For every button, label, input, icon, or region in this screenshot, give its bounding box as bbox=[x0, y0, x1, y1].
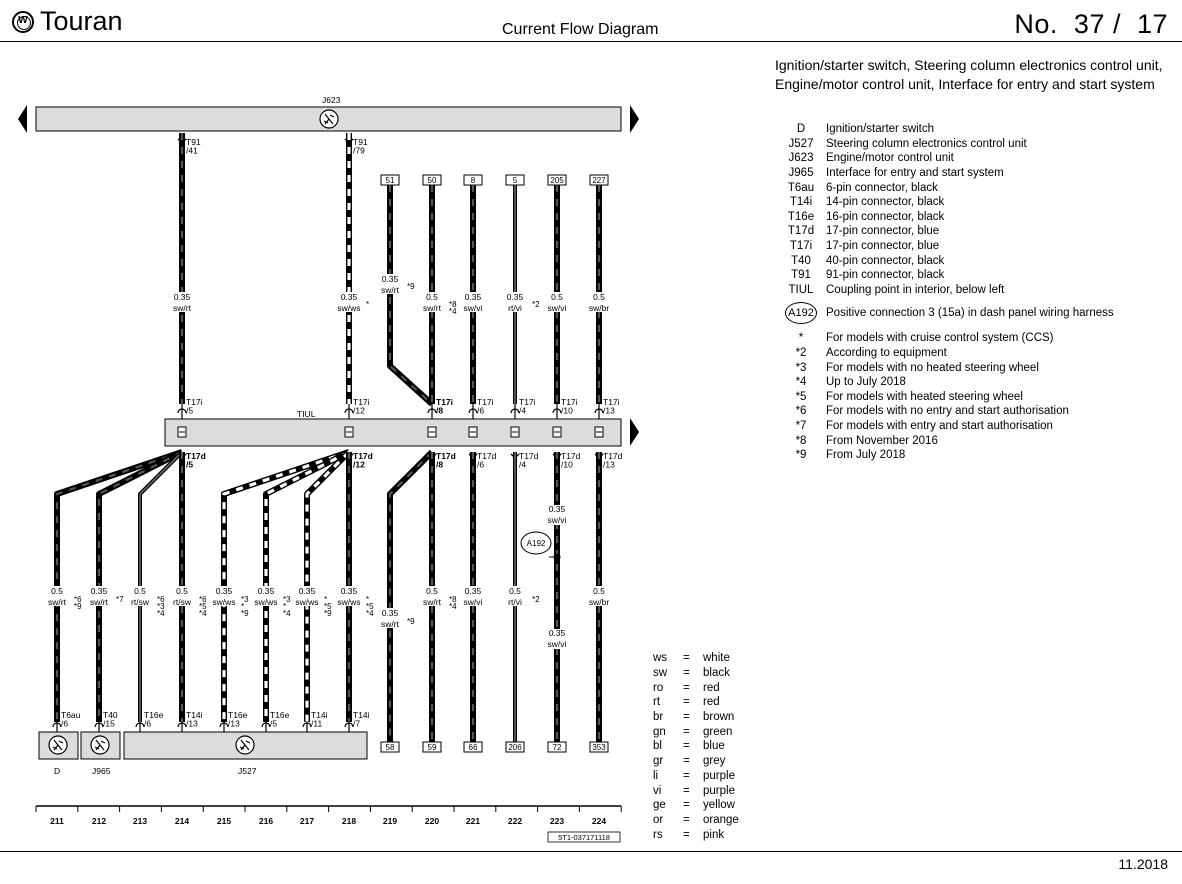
color-name: yellow bbox=[703, 799, 735, 812]
color-abbr: gr bbox=[653, 755, 664, 768]
pin-label: T17d /5 bbox=[186, 451, 206, 470]
continuation-left-icon bbox=[18, 105, 27, 133]
legend-note-code: *5 bbox=[795, 390, 807, 403]
legend-component-row bbox=[783, 224, 1178, 239]
wire-size: 0.5 bbox=[176, 586, 188, 596]
legend-component-code: T6au bbox=[787, 181, 815, 194]
legend-component-code: J527 bbox=[788, 137, 814, 150]
j623-ecu-icon bbox=[320, 110, 338, 128]
wire-note: * bbox=[366, 300, 370, 309]
wire-color: sw/rt bbox=[173, 303, 191, 313]
legend-component-row bbox=[783, 239, 1178, 254]
terminal-number: 353 bbox=[592, 743, 606, 752]
wire-size: 0.35 bbox=[506, 292, 524, 302]
terminal-number: 205 bbox=[550, 176, 564, 185]
wire-size: 0.5 bbox=[509, 586, 521, 596]
column-number: 224 bbox=[591, 816, 607, 826]
legend-ring-desc: Positive connection 3 (15a) in dash panel wiring harness bbox=[826, 307, 1114, 320]
terminal-number: 72 bbox=[552, 743, 562, 752]
color-abbr: ro bbox=[653, 681, 664, 694]
wire-note: *3 * *4 bbox=[283, 595, 291, 618]
wire-size: 0.35 bbox=[90, 586, 108, 596]
pin-label: T17i /10 bbox=[561, 397, 578, 416]
column-number: 217 bbox=[299, 816, 315, 826]
page-header bbox=[0, 0, 1182, 44]
color-legend-row bbox=[653, 680, 739, 695]
legend-component-desc: Ignition/starter switch bbox=[826, 123, 935, 136]
legend-component-code: T17d bbox=[787, 225, 815, 238]
column-number: 212 bbox=[91, 816, 107, 826]
equals-sign: = bbox=[683, 755, 690, 768]
wire-color: sw/vi bbox=[547, 515, 567, 525]
legend-note-row bbox=[783, 448, 1178, 463]
equals-sign: = bbox=[683, 813, 690, 826]
legend-note-row bbox=[783, 331, 1178, 346]
legend-component-desc: 40-pin connector, black bbox=[826, 254, 945, 267]
color-name: white bbox=[703, 652, 730, 665]
color-name: purple bbox=[703, 784, 735, 797]
legend-component-row bbox=[783, 268, 1178, 283]
legend-note-desc: From July 2018 bbox=[826, 449, 906, 462]
legend-note-code: *6 bbox=[795, 405, 807, 418]
wire-color: sw/ws bbox=[337, 597, 361, 607]
color-abbr: rt bbox=[653, 696, 661, 709]
terminal-number: 5 bbox=[512, 176, 518, 185]
pin-label: T16e /6 bbox=[144, 710, 164, 729]
wire-color: rt/vi bbox=[508, 597, 522, 607]
legend-component-row bbox=[783, 210, 1178, 225]
wiring-diagram bbox=[0, 44, 760, 844]
wire-color: sw/ws bbox=[212, 597, 236, 607]
color-legend-row bbox=[653, 666, 739, 681]
wire-note: *2 bbox=[532, 300, 540, 309]
legend-component-row bbox=[783, 253, 1178, 268]
legend-component-desc: 91-pin connector, black bbox=[826, 269, 945, 282]
color-abbr: bl bbox=[653, 740, 662, 753]
wire-215 bbox=[224, 452, 349, 722]
pin-label: T16e /13 bbox=[228, 710, 248, 729]
legend-component-code: D bbox=[796, 123, 806, 136]
legend-component-desc: Engine/motor control unit bbox=[826, 152, 954, 165]
legend-note-code: *9 bbox=[795, 449, 807, 462]
legend-note-desc: Up to July 2018 bbox=[826, 376, 906, 389]
wire-color: sw/br bbox=[588, 303, 610, 313]
terminal-number: 66 bbox=[468, 743, 478, 752]
column-number: 215 bbox=[216, 816, 232, 826]
wire-note: *9 bbox=[407, 282, 415, 291]
header-divider bbox=[0, 41, 1182, 42]
legend-note-row bbox=[783, 390, 1178, 405]
terminal-number: 51 bbox=[385, 176, 395, 185]
legend-component-code: TIUL bbox=[788, 283, 814, 296]
legend-note-code: *8 bbox=[795, 434, 807, 447]
color-name: grey bbox=[703, 755, 726, 768]
wire-note: *8 *4 bbox=[449, 300, 457, 316]
wire-note: * *5 *4 bbox=[366, 595, 374, 618]
wire-size: 0.5 bbox=[593, 586, 605, 596]
wire-color: sw/vi bbox=[547, 639, 567, 649]
equals-sign: = bbox=[683, 711, 690, 724]
j623-label: J623 bbox=[322, 95, 341, 105]
wire-size: 0.5 bbox=[426, 586, 438, 596]
doc-code: 5T1-037171118 bbox=[558, 833, 610, 842]
color-name: blue bbox=[703, 740, 725, 753]
color-name: brown bbox=[703, 711, 735, 724]
terminal-number: 206 bbox=[508, 743, 522, 752]
pin-label: T91 /79 bbox=[353, 137, 368, 156]
color-abbr: li bbox=[653, 769, 659, 782]
legend-component-desc: 6-pin connector, black bbox=[826, 181, 938, 194]
legend-component-code: T17i bbox=[789, 240, 813, 253]
color-abbr: gn bbox=[653, 725, 666, 738]
pin-label: T17i /6 bbox=[477, 397, 494, 416]
splice-node bbox=[554, 554, 561, 561]
terminal-number: 50 bbox=[427, 176, 437, 185]
wire-size: 0.35 bbox=[257, 586, 275, 596]
wire-color: sw/br bbox=[588, 597, 610, 607]
legend-note-code: * bbox=[798, 332, 804, 345]
wire-size: 0.5 bbox=[551, 292, 563, 302]
color-name: red bbox=[703, 696, 720, 709]
legend-component-desc: Steering column electronics control unit bbox=[826, 137, 1027, 150]
a192-ring-icon: A192 bbox=[785, 302, 817, 324]
legend-component-row bbox=[783, 166, 1178, 181]
wire-body bbox=[224, 452, 349, 722]
column-number: 213 bbox=[132, 816, 148, 826]
pin-label: T17d /10 bbox=[561, 451, 581, 470]
color-name: purple bbox=[703, 769, 735, 782]
color-legend-row bbox=[653, 769, 739, 784]
wire-color: sw/rt bbox=[381, 285, 399, 295]
color-abbr: ws bbox=[653, 652, 668, 665]
legend-note-desc: From November 2016 bbox=[826, 434, 938, 447]
color-abbr: ge bbox=[653, 799, 666, 812]
legend-note-desc: According to equipment bbox=[826, 347, 947, 360]
legend-component-desc: 17-pin connector, blue bbox=[826, 225, 940, 238]
wire-color: rt/sw bbox=[131, 597, 149, 607]
column-number: 221 bbox=[465, 816, 481, 826]
brand-title: Touran bbox=[40, 6, 123, 36]
legend-note-code: *7 bbox=[795, 419, 807, 432]
color-abbr: rs bbox=[653, 828, 663, 841]
equals-sign: = bbox=[683, 652, 690, 665]
pin-label: T91 /41 bbox=[186, 137, 201, 156]
color-legend-row bbox=[653, 783, 739, 798]
wire-color: rt/vi bbox=[508, 303, 522, 313]
wire-color: rt/sw bbox=[173, 597, 191, 607]
wire-note: *6 *3 *4 bbox=[157, 595, 165, 618]
wire-color-legend bbox=[653, 651, 739, 842]
pin-label: T17d /13 bbox=[603, 451, 623, 470]
legend-component-row bbox=[783, 137, 1178, 152]
equals-sign: = bbox=[683, 784, 690, 797]
equals-sign: = bbox=[683, 740, 690, 753]
color-abbr: or bbox=[653, 813, 664, 826]
pin-label: T17d /4 bbox=[519, 451, 539, 470]
wire-size: 0.35 bbox=[298, 586, 316, 596]
legend-note-row bbox=[783, 346, 1178, 361]
wire-color: sw/rt bbox=[48, 597, 66, 607]
d-switch-icon bbox=[49, 736, 67, 754]
legend-note-desc: For models with no heated steering wheel bbox=[826, 361, 1039, 374]
wire-note: *8 *4 bbox=[449, 595, 457, 611]
wire-size: 0.35 bbox=[381, 274, 399, 284]
wire-body bbox=[57, 452, 182, 722]
legend-note-desc: For models with no entry and start authorisation bbox=[826, 405, 1069, 418]
legend-component-row bbox=[783, 195, 1178, 210]
wire-size: 0.35 bbox=[464, 292, 482, 302]
legend-note-code: *4 bbox=[795, 376, 807, 389]
terminal-number: 8 bbox=[470, 176, 476, 185]
color-legend-row bbox=[653, 695, 739, 710]
wire-color: sw/rt bbox=[381, 619, 399, 629]
legend-note-desc: For models with heated steering wheel bbox=[826, 390, 1023, 403]
column-number: 214 bbox=[174, 816, 190, 826]
legend-component-desc: Interface for entry and start system bbox=[826, 167, 1004, 180]
wire-note: *7 bbox=[116, 595, 124, 604]
equals-sign: = bbox=[683, 681, 690, 694]
column-number: 223 bbox=[549, 816, 565, 826]
footer-divider bbox=[0, 851, 1182, 852]
pin-label: T17d /6 bbox=[477, 451, 497, 470]
legend-component-code: J623 bbox=[788, 152, 814, 165]
color-name: red bbox=[703, 681, 720, 694]
legend-note-row bbox=[783, 433, 1178, 448]
wire-note: *6 *9 bbox=[74, 595, 82, 611]
equals-sign: = bbox=[683, 828, 690, 841]
legend-component-row bbox=[783, 122, 1178, 137]
wire-size: 0.35 bbox=[548, 628, 566, 638]
legend-component-desc: Coupling point in interior, below left bbox=[826, 283, 1005, 296]
legend-component-row bbox=[783, 180, 1178, 195]
j527-ecu-icon bbox=[236, 736, 254, 754]
wire-note: * *5 *9 bbox=[324, 595, 332, 618]
equals-sign: = bbox=[683, 769, 690, 782]
pin-label: T17i /5 bbox=[186, 397, 203, 416]
pin-label: T17d /8 bbox=[436, 451, 456, 470]
pin-label: T17d /12 bbox=[353, 451, 373, 470]
legend-note-code: *3 bbox=[795, 361, 807, 374]
a192-label: A192 bbox=[526, 539, 546, 548]
color-legend-row bbox=[653, 798, 739, 813]
wire-size: 0.35 bbox=[381, 608, 399, 618]
legend-component-code: T40 bbox=[791, 254, 811, 267]
j965-ecu-icon bbox=[91, 736, 109, 754]
terminal-number: 59 bbox=[427, 743, 437, 752]
wire-color: sw/vi bbox=[547, 303, 567, 313]
column-number: 211 bbox=[50, 816, 64, 826]
footer-date: 11.2018 bbox=[1118, 856, 1168, 872]
legend-component-row bbox=[783, 283, 1178, 298]
legend-component-desc: 17-pin connector, blue bbox=[826, 240, 940, 253]
color-legend-row bbox=[653, 651, 739, 666]
wire-size: 0.35 bbox=[215, 586, 233, 596]
pin-label: T16e /5 bbox=[270, 710, 290, 729]
pin-label: T17i /4 bbox=[519, 397, 536, 416]
color-legend-row bbox=[653, 739, 739, 754]
pin-label: T17i /12 bbox=[353, 397, 370, 416]
tiul-label: TIUL bbox=[297, 409, 316, 419]
wire-color: sw/vi bbox=[463, 303, 483, 313]
color-abbr: br bbox=[653, 711, 664, 724]
page-number: No. 37 / 17 bbox=[1014, 9, 1168, 39]
legend-ring-row bbox=[783, 302, 1178, 324]
wire-color: sw/vi bbox=[463, 597, 483, 607]
equals-sign: = bbox=[683, 696, 690, 709]
wire-color: sw/ws bbox=[295, 597, 319, 607]
color-abbr: vi bbox=[653, 784, 662, 797]
pin-label: T17i /13 bbox=[603, 397, 620, 416]
wire-stripe bbox=[224, 452, 349, 722]
column-number: 219 bbox=[382, 816, 398, 826]
brand bbox=[12, 8, 123, 35]
legend-note-row bbox=[783, 360, 1178, 375]
d-label: D bbox=[54, 766, 61, 776]
legend-component-code: T91 bbox=[791, 269, 811, 282]
legend-note-code: *2 bbox=[795, 347, 807, 360]
legend-note-desc: For models with cruise control system (CCS) bbox=[826, 332, 1054, 345]
color-name: black bbox=[703, 667, 730, 680]
terminal-number: 227 bbox=[592, 176, 606, 185]
wire-size: 0.35 bbox=[340, 292, 358, 302]
wire-size: 0.5 bbox=[51, 586, 63, 596]
column-number: 218 bbox=[341, 816, 357, 826]
diagram-heading: Ignition/starter switch, Steering column electronics control unit, Engine/motor control unit, Interface for entry and start system bbox=[775, 57, 1163, 92]
legend-component-code: T14i bbox=[789, 196, 813, 209]
pin-label: T40 /15 bbox=[103, 710, 118, 729]
wire-color: sw/ws bbox=[254, 597, 278, 607]
pin-label: T14i /7 bbox=[353, 710, 370, 729]
wire-note: *9 bbox=[407, 617, 415, 626]
pin-label: T17i /8 bbox=[436, 397, 454, 416]
vw-logo-icon: W bbox=[12, 11, 34, 33]
color-legend-row bbox=[653, 724, 739, 739]
component-legend bbox=[783, 122, 1178, 462]
pin-label: T14i /11 bbox=[311, 710, 328, 729]
wire-size: 0.5 bbox=[593, 292, 605, 302]
color-name: pink bbox=[703, 828, 725, 841]
wire-size: 0.5 bbox=[134, 586, 146, 596]
legend-note-row bbox=[783, 375, 1178, 390]
wire-note: *2 bbox=[532, 595, 540, 604]
column-number: 220 bbox=[424, 816, 440, 826]
wire-color: sw/ws bbox=[337, 303, 361, 313]
wire-color: sw/rt bbox=[90, 597, 108, 607]
legend-component-desc: 14-pin connector, black bbox=[826, 196, 945, 209]
color-name: orange bbox=[703, 813, 739, 826]
wire-211 bbox=[57, 452, 182, 722]
legend-note-row bbox=[783, 404, 1178, 419]
terminal-number: 58 bbox=[385, 743, 395, 752]
color-legend-row bbox=[653, 813, 739, 828]
pin-label: T14i /13 bbox=[186, 710, 203, 729]
color-legend-row bbox=[653, 710, 739, 725]
wire-size: 0.5 bbox=[426, 292, 438, 302]
equals-sign: = bbox=[683, 799, 690, 812]
wire-size: 0.35 bbox=[548, 504, 566, 514]
legend-component-row bbox=[783, 151, 1178, 166]
color-abbr: sw bbox=[653, 667, 668, 680]
continuation-right-icon bbox=[630, 418, 639, 446]
wire-size: 0.35 bbox=[340, 586, 358, 596]
color-legend-row bbox=[653, 754, 739, 769]
column-number: 222 bbox=[507, 816, 523, 826]
wire-note: *6 *5 *4 bbox=[199, 595, 207, 618]
legend-component-desc: 16-pin connector, black bbox=[826, 210, 945, 223]
column-number: 216 bbox=[258, 816, 274, 826]
continuation-right-icon bbox=[630, 105, 639, 133]
equals-sign: = bbox=[683, 725, 690, 738]
color-legend-row bbox=[653, 827, 739, 842]
wire-size: 0.35 bbox=[173, 292, 191, 302]
legend-note-desc: For models with entry and start authorisation bbox=[826, 419, 1053, 432]
j965-label: J965 bbox=[92, 766, 111, 776]
pin-label: T6au /6 bbox=[61, 710, 81, 729]
document-title: Current Flow Diagram bbox=[502, 21, 659, 38]
color-name: green bbox=[703, 725, 733, 738]
wire-size: 0.35 bbox=[464, 586, 482, 596]
wire-color: sw/rt bbox=[423, 303, 441, 313]
j527-label: J527 bbox=[238, 766, 257, 776]
wire-color: sw/rt bbox=[423, 597, 441, 607]
equals-sign: = bbox=[683, 667, 690, 680]
wire-stripe bbox=[57, 452, 182, 722]
legend-component-code: J965 bbox=[788, 167, 814, 180]
legend-note-row bbox=[783, 419, 1178, 434]
wire-note: *3 * *9 bbox=[241, 595, 249, 618]
legend-component-code: T16e bbox=[787, 210, 815, 223]
